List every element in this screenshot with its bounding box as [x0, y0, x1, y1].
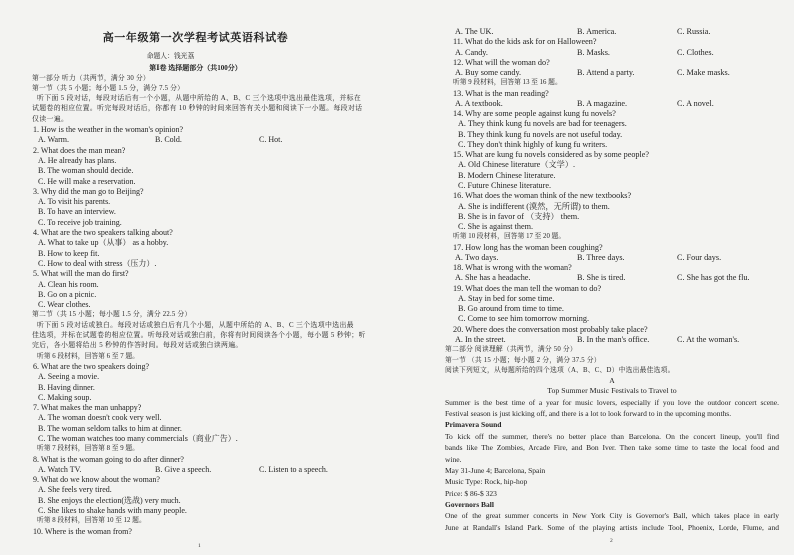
- answer-option-a: A. Two days.: [455, 252, 499, 262]
- options-row: [445, 27, 785, 37]
- question-groups: [445, 78, 785, 345]
- question: [445, 109, 785, 150]
- question: [30, 146, 385, 187]
- passage-line: To kick off the summer, there's no better place than Barcelona. On the concert lineup, you'll find: [445, 431, 779, 441]
- answer-option-c: C. Future Chinese literature.: [458, 180, 551, 190]
- answer-option-b: B. Give a speech.: [155, 464, 212, 474]
- answer-option-a: A. Buy some candy.: [455, 68, 522, 78]
- answer-option-b: B. Attend a party.: [577, 68, 635, 78]
- answer-option-b: B. Cold.: [155, 135, 182, 145]
- passage-line: One of the great summer concerts in New York City is Governor's Ball, which takes place in early: [445, 511, 779, 521]
- answer-option-a: A. He already has plans.: [38, 155, 117, 165]
- answer-option-a: A. Seeing a movie.: [38, 372, 100, 382]
- reading-passage: [445, 376, 785, 533]
- question: [30, 362, 385, 403]
- section-heading: 第二节（共 15 小题；每小题 1.5 分，满分 22.5 分）: [32, 311, 192, 319]
- answer-option-b: B. To have an interview.: [38, 207, 116, 217]
- question-stem: 20. Where does the conversation most probably take place?: [453, 324, 648, 334]
- question: [445, 37, 785, 58]
- options-row: [445, 68, 785, 78]
- answer-option-a: A. She has a headache.: [455, 273, 531, 283]
- answer-option-c: C. How to deal with stress（压力）.: [38, 258, 157, 268]
- listening-group: [445, 78, 785, 232]
- answer-option-c: C. Wear clothes.: [38, 300, 91, 310]
- options-row: [30, 135, 385, 145]
- question: [30, 527, 385, 537]
- page-number: 1: [198, 543, 201, 549]
- question-stem: 4. What are the two speakers talking about?: [33, 228, 173, 238]
- festival-detail: Music Type: Rock, hip-hop: [445, 477, 528, 487]
- festival-list: [445, 419, 785, 533]
- answer-option-a: A. She feels very tired.: [38, 485, 112, 495]
- question: [445, 58, 785, 79]
- question-stem: 11. What do the kids ask for on Halloween?: [453, 37, 597, 47]
- options-row: [445, 48, 785, 58]
- instruction-line: 佳选项，并标在试题卷的相应位置。听每段对话或独白前，你将有时间阅读各个小题，每小题 5 秒钟；听: [32, 332, 366, 340]
- listening-material-note: 听第 6 段材料，回答第 6 至 7 题。: [37, 352, 139, 360]
- question: [30, 228, 385, 269]
- festival-name: Governors Ball: [445, 500, 494, 510]
- section-instructions: [30, 94, 385, 125]
- answer-option-c: C. Listen to a speech.: [259, 464, 328, 474]
- answer-option-b: B. Having dinner.: [38, 382, 95, 392]
- festival-section: [445, 499, 785, 533]
- question: [445, 243, 785, 264]
- answer-option-b: B. America.: [577, 27, 617, 36]
- options-row: [30, 465, 385, 475]
- answer-option-b: B. Go on a picnic.: [38, 289, 97, 299]
- page-number: 2: [610, 538, 613, 544]
- answer-option-c: C. The woman watches too many commercials（商业广告）.: [38, 433, 238, 443]
- question-stem: 7. What makes the man unhappy?: [33, 403, 142, 413]
- reading-instruction: 阅读下列短文，从每题所给的四个选项（A、B、C、D）中选出最佳选项。: [445, 366, 675, 374]
- answer-option-b: B. She is in favor of （支持） them.: [458, 211, 580, 221]
- passage-title: Top Summer Music Festivals to Travel to: [547, 386, 677, 396]
- continued-questions: [445, 27, 785, 78]
- answer-option-b: B. Masks.: [577, 47, 610, 57]
- answer-option-c: C. She likes to shake hands with many people.: [38, 506, 187, 516]
- right-page: [445, 27, 785, 533]
- listening-group: [30, 352, 385, 445]
- answer-option-c: C. She is against them.: [458, 222, 534, 232]
- answer-option-c: C. She has got the flu.: [677, 273, 750, 283]
- question-stem: 5. What will the man do first?: [33, 269, 129, 279]
- answer-option-a: A. The UK.: [455, 27, 494, 36]
- answer-option-a: A. Old Chinese literature（文学）.: [458, 160, 576, 170]
- answer-option-c: C. At the woman's.: [677, 334, 740, 344]
- passage-label: A: [609, 376, 615, 386]
- answer-option-a: A. A textbook.: [455, 98, 503, 108]
- question: [445, 263, 785, 284]
- question: [30, 475, 385, 516]
- passage-line: bands like The Zombies, Arcade Fire, and Bon Iver. Then take some time to taste the local food and: [445, 443, 779, 453]
- question-stem: 3. Why did the man go to Beijing?: [33, 186, 144, 196]
- left-page: [30, 29, 385, 537]
- options-row: [445, 253, 785, 263]
- passage-line: Festival season is just kicking off, and there is a lot to look forward to in the upcoming months.: [445, 408, 732, 418]
- answer-option-b: B. She is tired.: [577, 273, 626, 283]
- answer-option-a: A. Warm.: [38, 135, 69, 145]
- festival-detail: Price: $ 86-$ 323: [445, 488, 497, 498]
- question-stem: 2. What does the man mean?: [33, 145, 126, 155]
- festival-section: [445, 419, 785, 499]
- question-stem: 6. What are the two speakers doing?: [33, 361, 150, 371]
- answer-option-b: B. The woman should decide.: [38, 166, 134, 176]
- answer-option-b: B. In the man's office.: [577, 334, 650, 344]
- part-heading: 第二部分 阅读理解（共两节，满分 50 分）: [445, 346, 577, 354]
- festival-name: Primavera Sound: [445, 420, 502, 430]
- question-list: [30, 125, 385, 310]
- question: [445, 191, 785, 232]
- answer-option-c: C. Clothes.: [677, 47, 714, 57]
- instruction-line: 听下面 5 段对话，每段对话后有一个小题，从题中所给的 A、B、C 三个选项中选出最佳选项，并标在: [37, 95, 362, 103]
- setter-line: 命题人：钱光荔: [146, 53, 195, 60]
- listening-material-note: 听第 7 段材料，回答第 8 至 9 题。: [37, 445, 139, 453]
- options-row: [445, 335, 785, 345]
- answer-option-c: C. A novel.: [677, 98, 714, 108]
- answer-option-c: C. To receive job training.: [38, 217, 122, 227]
- question-groups: [30, 352, 385, 537]
- question: [30, 455, 385, 476]
- instruction-line: 试题卷的相应位置。听完每段对话后，你都有 10 秒钟的时间来回答有关小题和阅读下一小题。每段对话: [32, 105, 363, 113]
- volume-heading: 第Ⅰ卷 选择题部分（共100分）: [149, 64, 242, 73]
- question-stem: 17. How long has the woman been coughing?: [453, 242, 603, 252]
- question: [445, 150, 785, 191]
- question: [445, 325, 785, 346]
- passage-line: Summer is the best time of a year for music lovers, especially if you love the outdoor concert scene.: [445, 397, 779, 407]
- options-row: [445, 99, 785, 109]
- question-stem: 19. What does the man tell the woman to do?: [453, 283, 602, 293]
- question-stem: 10. Where is the woman from?: [33, 526, 132, 536]
- answer-option-a: A. They think kung fu novels are bad for teenagers.: [458, 119, 627, 129]
- answer-option-c: C. Four days.: [677, 252, 722, 262]
- listening-group: [445, 232, 785, 345]
- answer-option-a: A. Watch TV.: [38, 464, 82, 474]
- answer-option-b: B. They think kung fu novels are not useful today.: [458, 129, 623, 139]
- question-stem: 12. What will the woman do?: [453, 57, 550, 67]
- answer-option-a: A. Clean his room.: [38, 279, 99, 289]
- question: [30, 269, 385, 310]
- answer-option-b: B. She enjoys the election(选战) very much.: [38, 495, 181, 505]
- question: [30, 125, 385, 146]
- answer-option-c: C. Hot.: [259, 135, 283, 145]
- question: [445, 89, 785, 110]
- question-stem: 1. How is the weather in the woman's opinion?: [33, 125, 184, 135]
- instruction-line: 完后，各小题将给出 5 秒钟的作答时间。每段对话或独白读两遍。: [32, 342, 243, 350]
- section-instructions: [30, 321, 385, 352]
- answer-option-a: A. What to take up（从事） as a hobby.: [38, 238, 169, 248]
- question-stem: 13. What is the man reading?: [453, 88, 549, 98]
- answer-option-a: A. Candy.: [455, 47, 488, 57]
- question-stem: 15. What are kung fu novels considered as by some people?: [453, 150, 650, 160]
- answer-option-c: C. He will make a reservation.: [38, 176, 136, 186]
- options-row: [445, 273, 785, 283]
- answer-option-b: B. A magazine.: [577, 98, 628, 108]
- question-stem: 18. What is wrong with the woman?: [453, 263, 572, 273]
- question-stem: 14. Why are some people against kung fu novels?: [453, 109, 616, 119]
- question-stem: 9. What do we know about the woman?: [33, 475, 160, 485]
- answer-option-c: C. Come to see him tomorrow morning.: [458, 314, 589, 324]
- answer-option-a: A. Stay in bed for some time.: [458, 293, 555, 303]
- passage-line: June at Randall's Island Park. Some of the playing artists include Tool, Phoenix, Lorde, Flume, and: [445, 522, 779, 532]
- listening-material-note: 听第 10 段材料，回答第 17 至 20 题。: [453, 233, 566, 241]
- instruction-line: 听下面 5 段对话或独白。每段对话或独白后有几个小题，从题中所给的 A、B、C 三个选项中选出最: [37, 321, 354, 329]
- listening-group: [30, 444, 385, 516]
- section-heading: 第一节 （共 15 小题；每小题 2 分，满分 37.5 分）: [445, 356, 601, 364]
- question: [30, 403, 385, 444]
- answer-option-b: B. Go around from time to time.: [458, 304, 564, 314]
- answer-option-a: A. To visit his parents.: [38, 197, 111, 207]
- festival-detail: May 31-June 4; Barcelona, Spain: [445, 465, 546, 475]
- answer-option-b: B. The woman seldom talks to him at dinner.: [38, 423, 182, 433]
- answer-option-a: A. She is indifferent (漠然，无所谓) to them.: [458, 201, 610, 211]
- answer-option-b: B. Modern Chinese literature.: [458, 170, 556, 180]
- answer-option-c: C. They don't think highly of kung fu writers.: [458, 139, 608, 149]
- question: [30, 187, 385, 228]
- exam-title: 高一年级第一次学程考试英语科试卷: [102, 32, 289, 44]
- answer-option-a: A. The woman doesn't cook very well.: [38, 413, 162, 423]
- answer-option-c: C. Making soup.: [38, 392, 92, 402]
- answer-option-c: C. Russia.: [677, 27, 711, 36]
- listening-group: [30, 516, 385, 537]
- part-heading: 第一部分 听力（共两节，满分 30 分）: [32, 74, 150, 82]
- question: [445, 284, 785, 325]
- question-stem: 16. What does the woman think of the new textbooks?: [453, 191, 632, 201]
- section-heading: 第一节（共 5 小题；每小题 1.5 分，满分 7.5 分）: [32, 84, 185, 92]
- listening-material-note: 听第 8 段材料，回答第 10 至 12 题。: [37, 517, 146, 525]
- passage-intro: [445, 397, 785, 420]
- answer-option-b: B. Three days.: [577, 252, 625, 262]
- instruction-line: 仅读一遍。: [32, 115, 69, 123]
- answer-option-a: A. In the street.: [455, 334, 506, 344]
- answer-option-b: B. How to keep fit.: [38, 248, 100, 258]
- listening-material-note: 听第 9 段材料，回答第 13 至 16 题。: [453, 79, 562, 87]
- passage-line: wine.: [445, 454, 462, 464]
- question-stem: 8. What is the woman going to do after dinner?: [33, 454, 184, 464]
- answer-option-c: C. Make masks.: [677, 68, 730, 78]
